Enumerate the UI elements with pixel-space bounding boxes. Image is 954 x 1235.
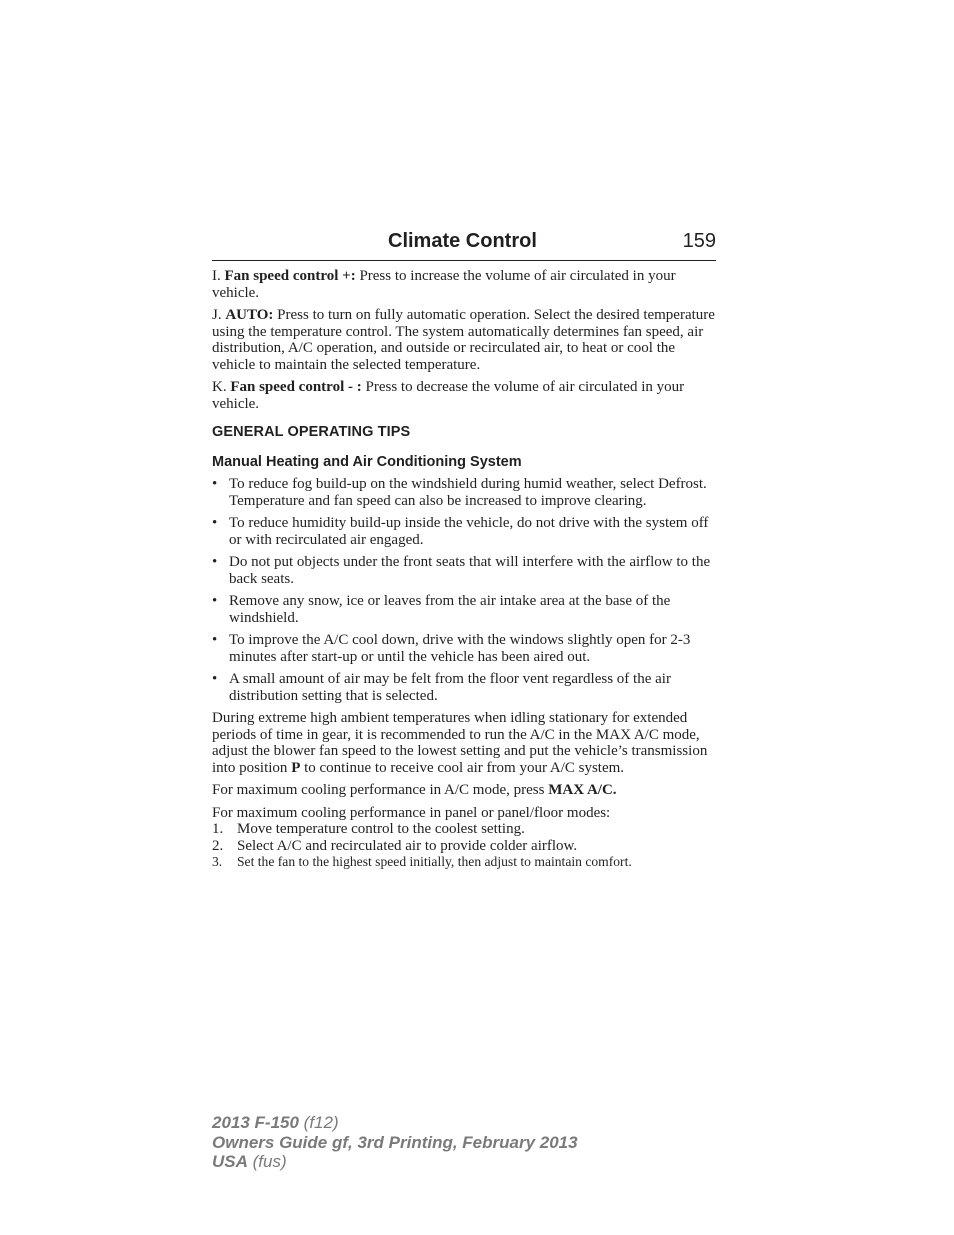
max-ac-label: MAX A/C. [548, 782, 617, 798]
footer-model-name: 2013 F-150 [212, 1113, 299, 1132]
list-item [212, 821, 716, 838]
item-letter: J. [212, 307, 222, 323]
item-text: Press to decrease the volume of air circulated in your vehicle. [212, 379, 685, 412]
footer-edition-text: Owners Guide gf, 3rd Printing, February 2013 [212, 1132, 578, 1152]
footer-market-code: (fus) [247, 1152, 287, 1171]
list-item: • Remove any snow, ice or leaves from the air intake area at the base of the windshield. [212, 593, 716, 626]
step-number: 2. [212, 837, 224, 854]
item-text: Press to turn on fully automatic operation. Select the desired temperature using the temperature control. The system automatically determines fan speed, air distribution, A/C operation, and outside or recirculated air, to heat or cool the vehicle to maintain the selected temperature. [212, 307, 715, 373]
page-number: 159 [682, 230, 716, 252]
section-heading: GENERAL OPERATING TIPS [212, 424, 411, 440]
paragraph-extreme-temps [212, 710, 716, 776]
page-footer [212, 1113, 578, 1172]
paragraph-text: During extreme high ambient temperatures when idling stationary for extended periods of time in gear, it is recommended to run the A/C in the MAX A/C mode, adjust the blower fan speed to the lowest setting and put the vehicle’s transmission into position [212, 710, 708, 776]
list-item [212, 854, 716, 871]
step-text: Set the fan to the highest speed initially, then adjust to maintain comfort. [237, 854, 632, 869]
step-text: Select A/C and recirculated air to provide colder airflow. [237, 837, 578, 854]
step-text: Move temperature control to the coolest setting. [237, 821, 525, 837]
footer-market [212, 1152, 578, 1172]
item-j [212, 307, 716, 373]
footer-market-name: USA [212, 1152, 248, 1171]
list-item: • To improve the A/C cool down, drive with the windows slightly open for 2-3 minutes after start-up or until the vehicle has been aired out. [212, 632, 716, 665]
footer-model-code: (f12) [298, 1113, 339, 1132]
footer-edition [212, 1133, 578, 1153]
subsection-heading: Manual Heating and Air Conditioning System [212, 453, 522, 470]
list-item: • To reduce fog build-up on the windshield during humid weather, select Defrost. Temperature and fan speed can also be increased to improve clearing. [212, 476, 716, 509]
paragraph-max-ac [212, 782, 716, 799]
list-item: • Do not put objects under the front seats that will interfere with the airflow to the back seats. [212, 554, 716, 587]
paragraph-text: to continue to receive cool air from your A/C system. [300, 759, 625, 776]
tips-list [212, 476, 716, 704]
step-number: 1. [212, 821, 224, 837]
item-label: AUTO: [225, 307, 274, 323]
page-content [212, 268, 716, 871]
page-header [212, 228, 716, 261]
list-item [212, 838, 716, 855]
item-i [212, 268, 716, 301]
page-title: Climate Control [388, 230, 537, 252]
paragraph-text: For maximum cooling performance in A/C mode, press [212, 782, 549, 798]
item-letter: K. [212, 379, 227, 395]
item-k [212, 379, 716, 412]
paragraph-panel-modes: For maximum cooling performance in panel or panel/floor modes: [212, 804, 611, 821]
steps-list [212, 821, 716, 871]
footer-model [212, 1113, 578, 1133]
list-item: • A small amount of air may be felt from the floor vent regardless of the air distribution setting that is selected. [212, 671, 716, 704]
item-text: Press to increase the volume of air circulated in your vehicle. [212, 268, 676, 301]
list-item: • To reduce humidity build-up inside the vehicle, do not drive with the system off or with recirculated air engaged. [212, 515, 716, 548]
item-label: Fan speed control - : [230, 379, 362, 395]
item-letter: I. [212, 268, 221, 284]
item-label: Fan speed control +: [224, 268, 356, 284]
gear-position: P [291, 759, 301, 776]
step-number: 3. [212, 854, 223, 869]
